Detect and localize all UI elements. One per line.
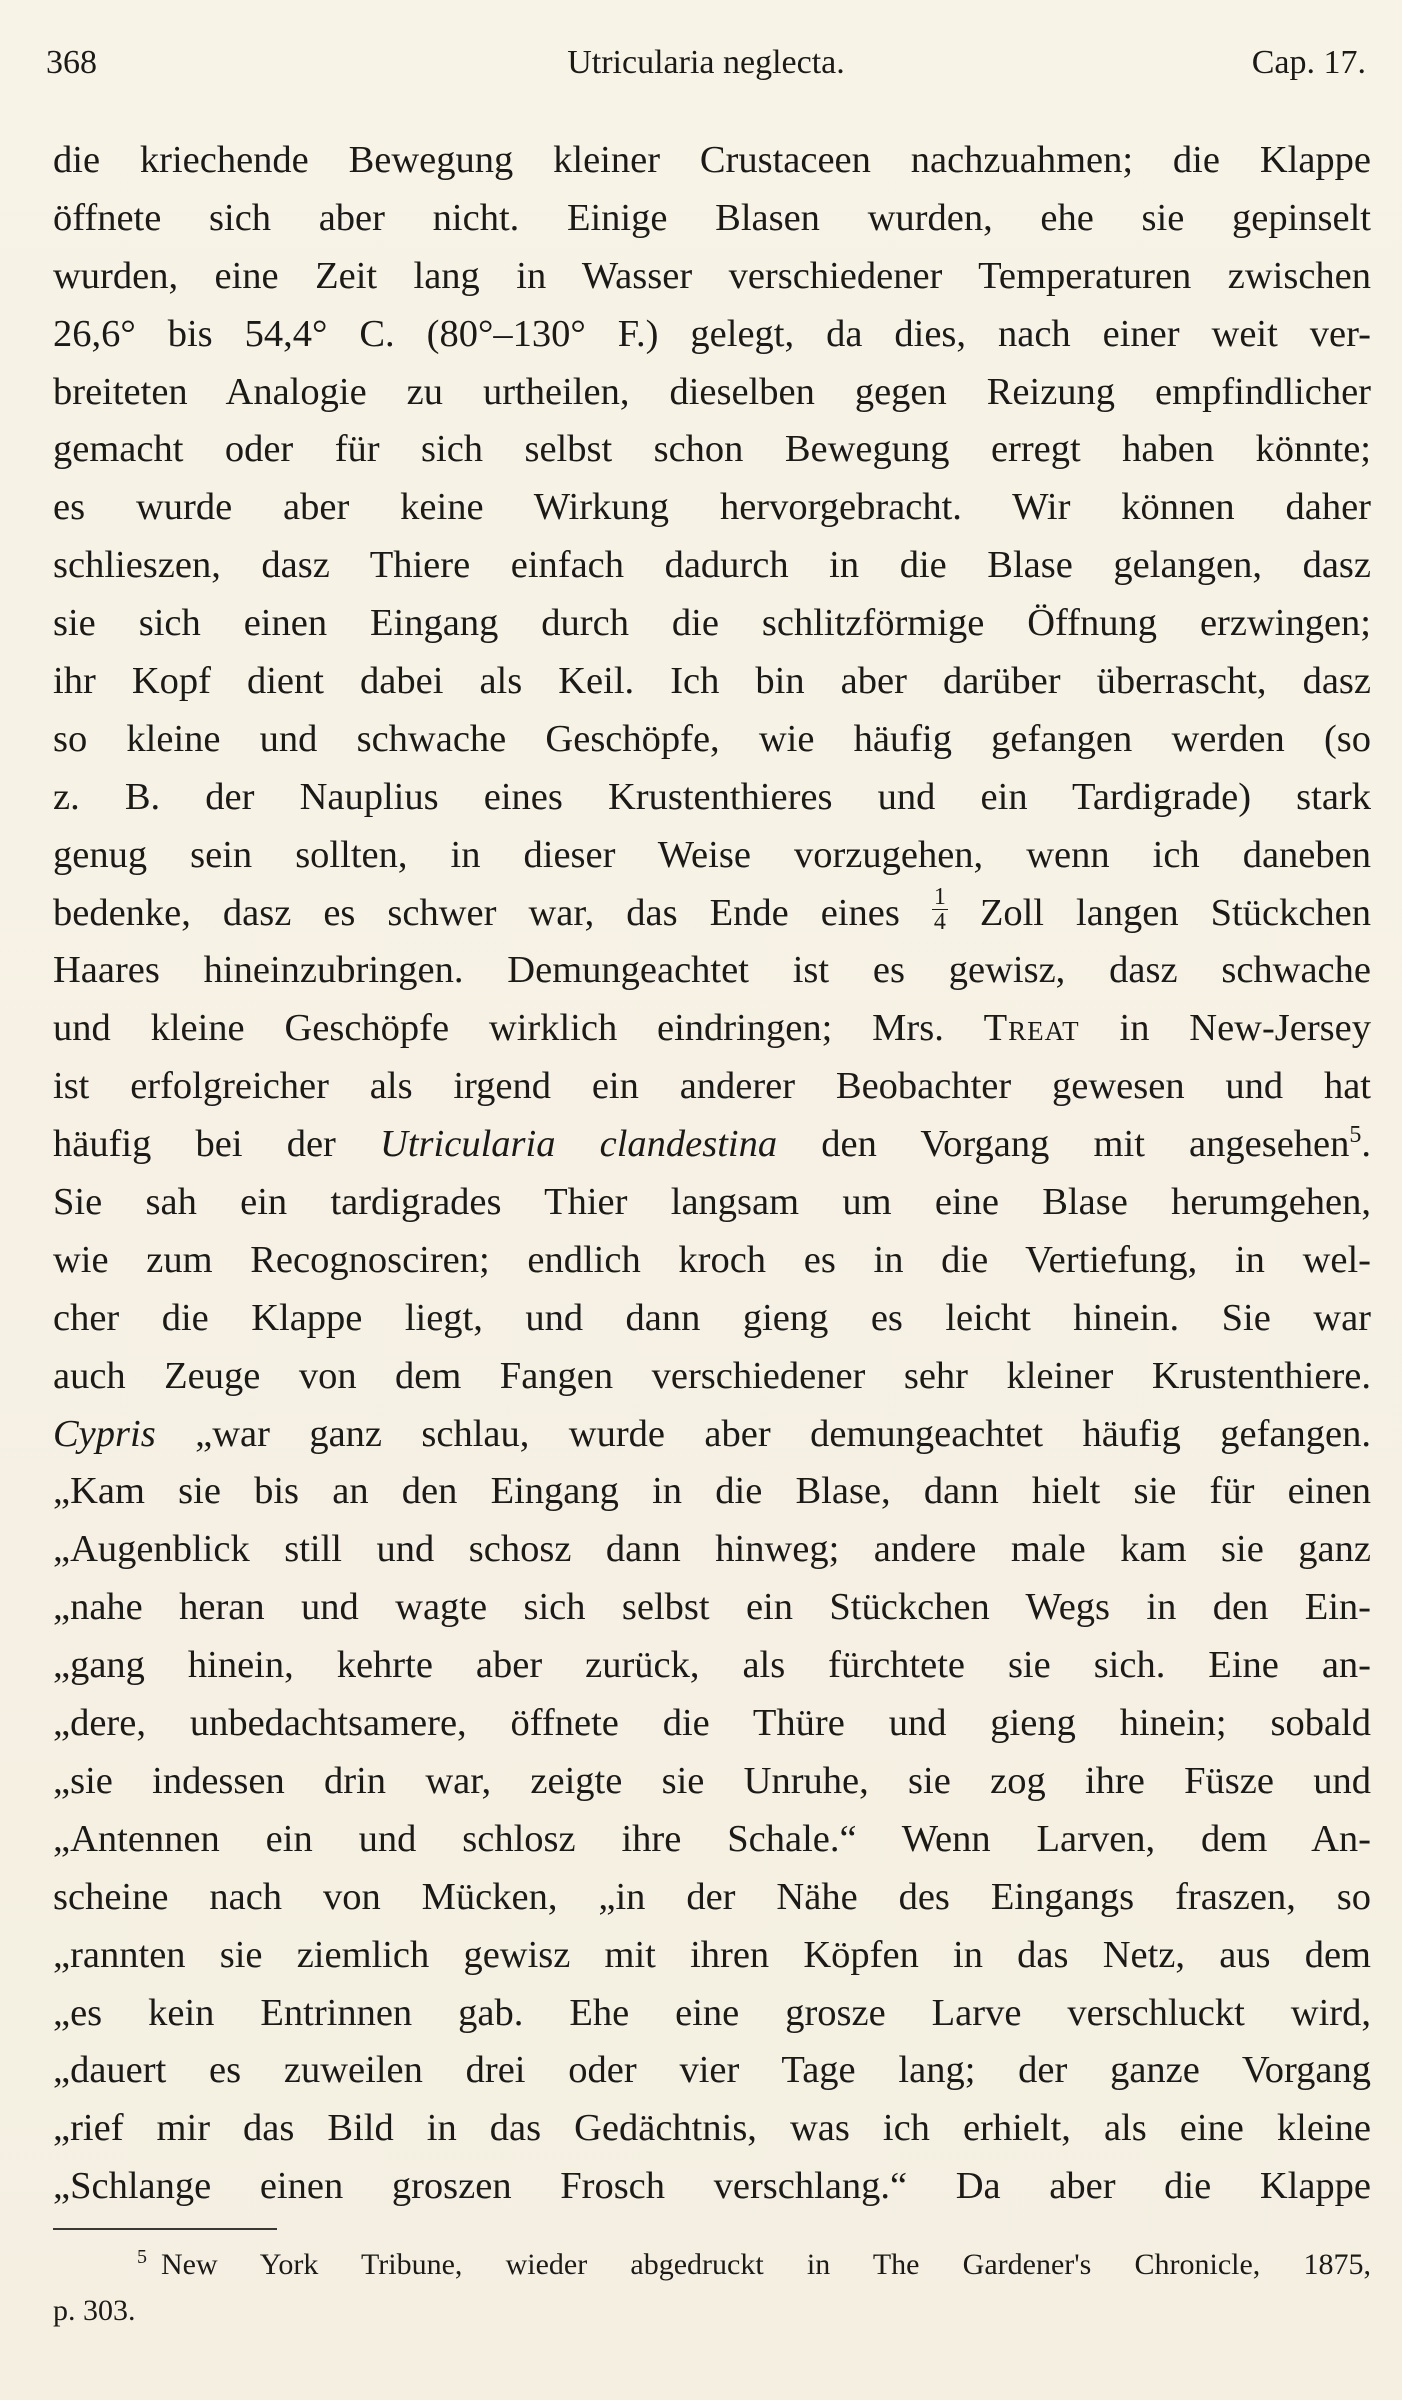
page-number: 368 — [46, 44, 97, 81]
footnote — [53, 2242, 1371, 2334]
text-line-with-species — [53, 1116, 1371, 1174]
fraction-numerator: 1 — [933, 884, 946, 910]
text-line: wurden, eine Zeit lang in Wasser verschiedener Temperaturen zwischen — [53, 254, 1371, 297]
text-line: „Schlange einen groszen Frosch verschlang.“ Da aber die Klappe — [53, 2165, 1371, 2208]
text-line: die kriechende Bewegung kleiner Crustaceen nachzuahmen; die Klappe — [53, 139, 1371, 181]
line-segment: . — [1361, 1123, 1371, 1166]
text-line-with-genus — [53, 1406, 1371, 1464]
text-line: „sie indessen drin war, zeigte sie Unruhe, sie zog ihre Füsze und — [53, 1759, 1371, 1802]
text-line: ihr Kopf dient dabei als Keil. Ich bin aber darüber überrascht, dasz — [53, 660, 1371, 703]
text-line: breiteten Analogie zu urtheilen, dieselben gegen Reizung empfindlicher — [53, 370, 1371, 413]
line-segment: Zoll langen Stückchen — [979, 891, 1371, 934]
body-text — [53, 132, 1371, 2216]
footnote-divider — [53, 2228, 277, 2230]
text-line: „Augenblick still und schosz dann hinweg; andere male kam sie ganz — [53, 1528, 1371, 1571]
species-name: Utricularia clandestina — [380, 1123, 778, 1166]
text-line: gemacht oder für sich selbst schon Bewegung erregt haben könnte; — [53, 428, 1371, 471]
text-line-with-name — [53, 1000, 1371, 1058]
running-head — [46, 44, 1366, 94]
line-segment: bedenke, dasz es schwer war, das Ende eines — [53, 891, 900, 934]
line-segment: und kleine Geschöpfe wirklich eindringen; Mrs. — [53, 1007, 944, 1050]
text-line-with-fraction — [53, 885, 1371, 943]
text-line: scheine nach von Mücken, „in der Nähe des Eingangs fraszen, so — [53, 1875, 1371, 1918]
genus-name: Cypris — [53, 1412, 156, 1455]
footnote-line — [53, 2242, 1371, 2288]
text-line: genug sein sollten, in dieser Weise vorzugehen, wenn ich daneben — [53, 833, 1371, 876]
text-line: so kleine und schwache Geschöpfe, wie häufig gefangen werden (so — [53, 717, 1371, 760]
text-line: „rief mir das Bild in das Gedächtnis, was ich erhielt, als eine kleine — [53, 2107, 1371, 2150]
text-line: Sie sah ein tardigrades Thier langsam um eine Blase herumgehen, — [53, 1181, 1371, 1224]
text-line: öffnete sich aber nicht. Einige Blasen wurden, ehe sie gepinselt — [53, 196, 1371, 239]
text-line: „Antennen ein und schlosz ihre Schale.“ Wenn Larven, dem An- — [53, 1817, 1371, 1860]
line-segment: häufig bei der — [53, 1123, 336, 1166]
line-segment: „war ganz schlau, wurde aber demungeachtet häufig gefangen. — [195, 1412, 1371, 1455]
fraction-denominator: 4 — [933, 908, 946, 935]
line-segment: den Vorgang mit angesehen — [821, 1123, 1350, 1166]
header-title: Utricularia neglecta. — [567, 44, 845, 81]
text-line: ist erfolgreicher als irgend ein anderer Beobachter gewesen und hat — [53, 1065, 1371, 1108]
fraction — [932, 885, 948, 934]
text-line: „rannten sie ziemlich gewisz mit ihren Köpfen in das Netz, aus dem — [53, 1933, 1371, 1976]
text-line: wie zum Recognosciren; endlich kroch es in die Vertiefung, in wel- — [53, 1238, 1371, 1281]
person-name: Treat — [983, 1007, 1080, 1050]
text-line: schlieszen, dasz Thiere einfach dadurch in die Blase gelangen, dasz — [53, 544, 1371, 587]
footnote-marker: 5 — [137, 2246, 147, 2268]
text-line: es wurde aber keine Wirkung hervorgebracht. Wir können daher — [53, 486, 1371, 529]
line-segment: in New-Jersey — [1119, 1007, 1371, 1050]
text-line: sie sich einen Eingang durch die schlitzförmige Öffnung erzwingen; — [53, 602, 1371, 645]
text-line: z. B. der Nauplius eines Krustenthieres und ein Tardigrade) stark — [53, 775, 1371, 818]
text-line: „gang hinein, kehrte aber zurück, als fürchtete sie sich. Eine an- — [53, 1644, 1371, 1687]
text-line: 26,6° bis 54,4° C. (80°–130° F.) gelegt, da dies, nach einer weit ver- — [53, 312, 1371, 355]
text-line: cher die Klappe liegt, und dann gieng es leicht hinein. Sie war — [53, 1296, 1371, 1339]
text-line: auch Zeuge von dem Fangen verschiedener sehr kleiner Krustenthiere. — [53, 1354, 1371, 1397]
text-line: „dere, unbedachtsamere, öffnete die Thüre und gieng hinein; sobald — [53, 1702, 1371, 1745]
text-line: „nahe heran und wagte sich selbst ein Stückchen Wegs in den Ein- — [53, 1586, 1371, 1629]
text-line: „Kam sie bis an den Eingang in die Blase, dann hielt sie für einen — [53, 1470, 1371, 1513]
text-line: Haares hineinzubringen. Demungeachtet ist es gewisz, dasz schwache — [53, 949, 1371, 992]
footnote-text: New York Tribune, wieder abgedruckt in The Gardener's Chronicle, 1875, — [161, 2248, 1371, 2281]
text-line: „dauert es zuweilen drei oder vier Tage lang; der ganze Vorgang — [53, 2049, 1371, 2092]
chapter-reference: Cap. 17. — [1251, 44, 1366, 81]
footnote-reference: 5 — [1349, 1122, 1362, 1149]
footnote-line: p. 303. — [53, 2294, 136, 2327]
text-line: „es kein Entrinnen gab. Ehe eine grosze Larve verschluckt wird, — [53, 1991, 1371, 2034]
